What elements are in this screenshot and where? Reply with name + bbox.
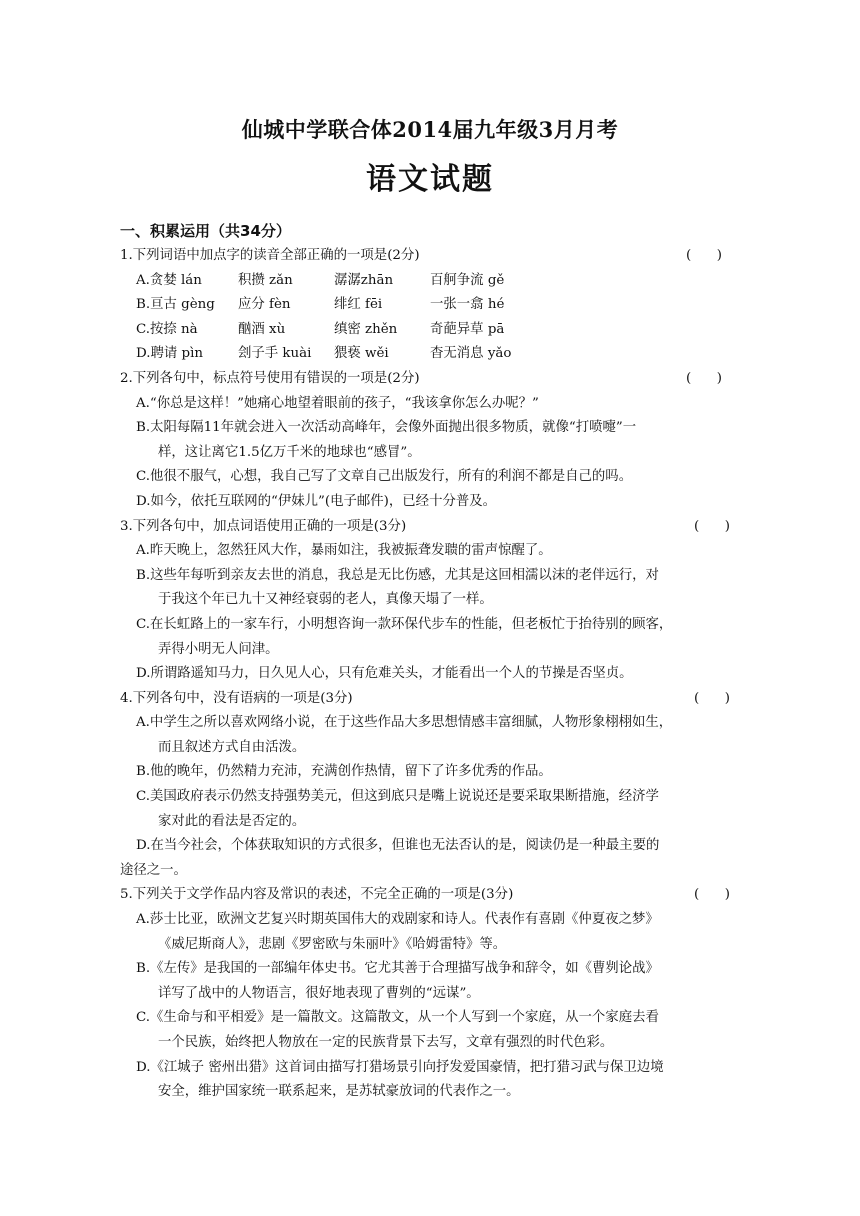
question-5-option-b-cont: 详写了战中的人物语言，很好地表现了曹刿的“远谋”。 xyxy=(158,985,480,1001)
question-4-option-d-cont: 途径之一。 xyxy=(120,862,187,878)
question-4-option-b: B.他的晚年，仍然精力充沛，充满创作热情，留下了许多优秀的作品。 xyxy=(136,764,552,780)
question-4-option-d: D.在当今社会，个体获取知识的方式很多，但谁也无法否认的是，阅读仍是一种最主要的 xyxy=(136,838,660,854)
question-5-option-c: C.《生命与和平相爱》是一篇散文。这篇散文，从一个人写到一个家庭，从一个家庭去看 xyxy=(136,1010,659,1026)
question-4-stem: 4.下列各句中，没有语病的一项是(3分) ( ) xyxy=(120,687,732,712)
section-heading: 一、积累运用（共34分） xyxy=(120,222,291,240)
answer-blank: ( ) xyxy=(694,690,730,706)
question-3-option-b: B.这些年每听到亲友去世的消息，我总是无比伤感，尤其是这回相濡以沫的老伴远行，对 xyxy=(136,567,659,583)
question-4-option-c: C.美国政府表示仍然支持强势美元，但这到底只是嘴上说说还是要采取果断措施，经济学 xyxy=(136,789,659,805)
question-5-option-b: B.《左传》是我国的一部编年体史书。它尤其善于合理描写战争和辞令，如《曹刿论战》 xyxy=(136,961,659,977)
exam-subtitle: 语文试题 xyxy=(366,162,494,197)
question-2-option-b: B.太阳每隔11年就会进入一次活动高峰年，会像外面抛出很多物质，就像“打喷嚏”一 xyxy=(136,420,637,436)
question-1-option-b: B.亘古 gèng 应分 fèn 绯红 fēi 一张一翕 hé xyxy=(136,297,505,313)
answer-blank: ( ) xyxy=(694,887,730,903)
question-3-option-c: C.在长虹路上的一家车行，小明想咨询一款环保代步车的性能，但老板忙于抬待别的顾客， xyxy=(136,616,673,632)
question-4-option-c-cont: 家对此的看法是否定的。 xyxy=(158,813,306,829)
question-1-option-a: A.贪婪 lán 积攒 zǎn 潺潺zhān 百舸争流 gě xyxy=(136,272,505,288)
question-3-option-a: A.昨天晚上，忽然狂风大作，暴雨如注，我被振聋发聩的雷声惊醒了。 xyxy=(136,543,552,559)
question-5-option-c-cont: 一个民族，始终把人物放在一定的民族背景下去写，文章有强烈的时代色彩。 xyxy=(158,1035,614,1050)
question-2-stem: 2.下列各句中，标点符号使用有错误的一项是(2分) ( ) xyxy=(120,367,732,392)
question-4-option-a-cont: 而且叙述方式自由活泼。 xyxy=(158,739,306,755)
question-5-option-a: A.莎士比亚，欧洲文艺复兴时期英国伟大的戏剧家和诗人。代表作有喜剧《仲夏夜之梦》 xyxy=(136,912,659,928)
answer-blank: ( ) xyxy=(686,248,722,263)
question-5-option-d: D.《江城子 密州出猎》这首词由描写打猎场景引向抒发爱国豪情，把打猎习武与保卫边境 xyxy=(136,1059,664,1075)
questions xyxy=(120,244,732,1105)
question-3-option-d: D.所谓路遥知马力，日久见人心，只有危难关头，才能看出一个人的节操是否坚贞。 xyxy=(136,666,633,682)
question-5-option-a-cont: 《威尼斯商人》，悲剧《罗密欧与朱丽叶》《哈姆雷特》等。 xyxy=(158,936,507,952)
question-1-option-d: D.聘请 pìn 刽子手 kuài 猥亵 wěi 杳无消息 yǎo xyxy=(136,346,512,362)
answer-blank: ( ) xyxy=(686,370,722,386)
question-1-option-c: C.按捺 nà 酗酒 xù 缜密 zhěn 奇葩异草 pā xyxy=(136,321,505,337)
question-3-option-b-cont: 于我这个年已九十又神经衰弱的老人，真像天塌了一样。 xyxy=(158,592,493,608)
question-3-option-c-cont: 弄得小明无人问津。 xyxy=(158,641,279,657)
question-1-stem: 1.下列词语中加点字的读音全部正确的一项是(2分) ( ) xyxy=(120,244,732,269)
answer-blank: ( ) xyxy=(694,518,730,534)
question-5-option-d-cont: 安全，维护国家统一联系起来，是苏轼豪放词的代表作之一。 xyxy=(158,1084,520,1100)
question-3-stem: 3.下列各句中，加点词语使用正确的一项是(3分) ( ) xyxy=(120,515,732,540)
question-4-option-a: A.中学生之所以喜欢网络小说，在于这些作品大多思想情感丰富细腻，人物形象栩栩如生， xyxy=(136,715,673,731)
exam-title: 仙城中学联合体2014届九年级3月月考 xyxy=(241,117,619,142)
question-2-option-b-cont: 样，这让离它1.5亿万千米的地球也“感冒”。 xyxy=(158,444,421,460)
question-5-stem: 5.下列关于文学作品内容及常识的表述，不完全正确的一项是(3分) ( ) xyxy=(120,883,732,908)
question-2-option-d: D.如今，依托互联网的“伊妹儿”(电子邮件)，已经十分普及。 xyxy=(136,493,497,509)
question-2-option-a: A.“你总是这样！”她痛心地望着眼前的孩子，“我该拿你怎么办呢？” xyxy=(136,395,539,411)
question-2-option-c: C.他很不服气，心想，我自己写了文章自己出版发行，所有的利润不都是自己的吗。 xyxy=(136,469,633,485)
